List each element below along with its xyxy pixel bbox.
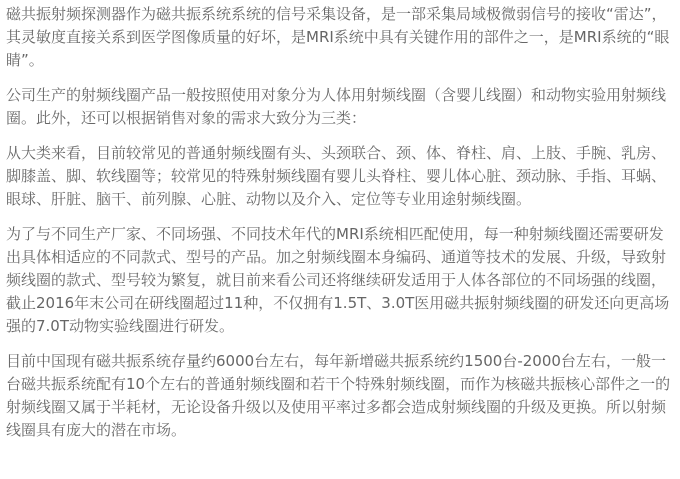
paragraph-common-special-coils: 从大类来看，目前较常见的普通射频线圈有头、头颈联合、颈、体、脊柱、肩、上肢、手腕、乳房、脚膝盖、脚、软线圈等；较常见的特殊射频线圈有婴儿头脊柱、婴儿体心脏、颈动脉、手指、耳蜗、眼球、肝脏、脑干、前列腺、心脏、动物以及介入、定位等专业用途射频线圈。	[6, 144, 667, 208]
paragraph-mri-detector-intro: 磁共振射频探测器作为磁共振系统系统的信号采集设备，是一部采集局域极微弱信号的接收“雷达”，其灵敏度直接关系到医学图像质量的好坏，是MRI系统中具有关键作用的部件之一，是MRI系统的“眼睛”。	[6, 5, 670, 69]
paragraph-coil-rnd: 为了与不同生产厂家、不同场强、不同技术年代的MRI系统相匹配使用，每一种射频线圈还需要研发出具体相适应的不同款式、型号的产品。加之射频线圈本身编码、通道等技术的发展、升级，导致射频线圈的款式、型号较为繁复，就目前来看公司还将继续研发适用于人体各部位的不同场强的线圈，截止2016年末公司在研线圈超过11种，不仅拥有1.5T、3.0T医用磁共振射频线圈的研发还向更高场强的7.0T动物实验线圈进行研发。	[6, 225, 670, 335]
article-body	[6, 3, 674, 454]
paragraph-coil-product-categories: 公司生产的射频线圈产品一般按照使用对象分为人体用射频线圈（含婴儿线圈）和动物实验用射频线圈。此外，还可以根据销售对象的需求大致分为三类：	[6, 86, 667, 127]
paragraph-market-potential: 目前中国现有磁共振系统存量约6000台左右，每年新增磁共振系统约1500台-2000台左右，一般一台磁共振系统配有10个左右的普通射频线圈和若干个特殊射频线圈，而作为核磁共振核心部件之一的射频线圈又属于半耗材，无论设备升级以及使用平率过多都会造成射频线圈的升级及更换。所以射频线圈具有庞大的潜在市场。	[6, 352, 671, 439]
